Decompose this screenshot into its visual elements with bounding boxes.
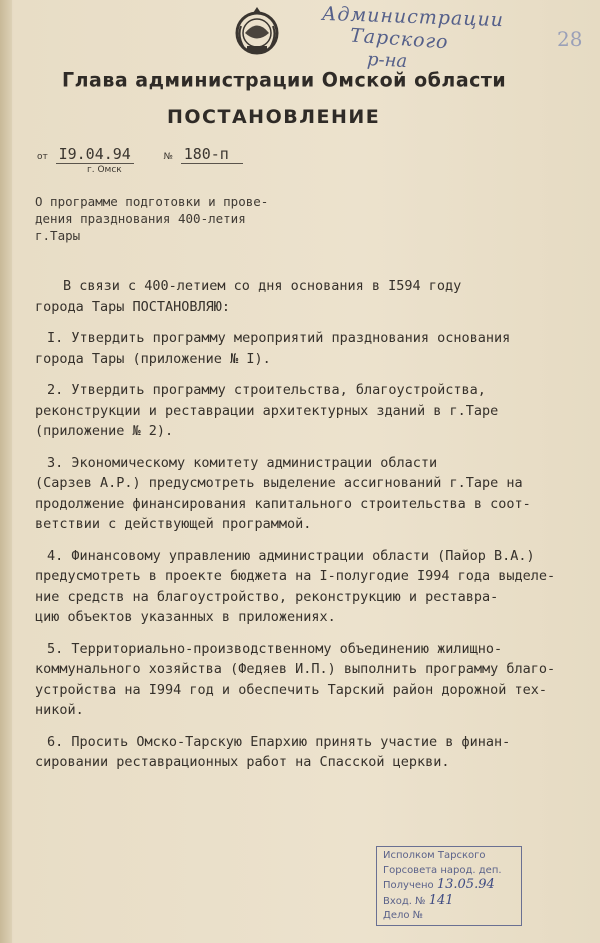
body-line: продолжение финансирования капитального строительства в соот- [35, 495, 531, 512]
body-paragraph [35, 546, 590, 628]
handwritten-note-line: Тарского [349, 24, 450, 54]
stamp-line: Горсовета народ. деп. [383, 864, 502, 876]
document-type: ПОСТАНОВЛЕНИЕ [167, 106, 381, 128]
body-line: (приложение № 2). [35, 423, 174, 439]
body-line: I. Утвердить программу мероприятий празднования основания [47, 330, 511, 346]
handwritten-note-line: р-на [366, 48, 408, 73]
stamp-line: Исполком Тарского [383, 850, 486, 861]
body-paragraph [35, 328, 590, 369]
subject-line: О программе подготовки и прове- [35, 194, 269, 209]
handwritten-note-line: Администрации [321, 2, 505, 32]
body-paragraph [35, 453, 590, 535]
issuer-title: Глава администрации Омской области [62, 68, 507, 92]
body-line: ние средств на благоустройство, реконструкцию и реставра- [35, 588, 499, 605]
document-body [35, 276, 590, 784]
body-line: 6. Просить Омско-Тарскую Епархию принять участие в финан- [47, 733, 511, 750]
document-subject [35, 193, 268, 244]
page-number: 28 [557, 27, 583, 51]
body-line: 2. Утвердить программу строительства, благоустройства, [47, 382, 486, 398]
stamp-received [383, 878, 521, 894]
body-line: никой. [35, 702, 84, 718]
body-line: ветствии с действующей программой. [35, 516, 312, 532]
subject-line: г.Тары [35, 228, 81, 243]
body-line: предусмотреть в проекте бюджета на I-полугодие I994 года выделе- [35, 568, 556, 584]
body-paragraph [35, 732, 590, 773]
registration-stamp [376, 846, 522, 926]
document-number: 180-п [181, 145, 243, 164]
state-emblem-icon [232, 4, 282, 58]
stamp-incoming-label: Вход. № [383, 895, 426, 907]
stamp-received-label: Получено [383, 880, 434, 891]
body-line: коммунального хозяйства (Федяев И.П.) выполнить программу благо- [35, 661, 556, 677]
stamp-file: Дело № [383, 910, 424, 921]
date-line [37, 145, 243, 163]
binding-margin [0, 0, 12, 943]
body-paragraph [35, 380, 590, 442]
body-line: цию объектов указанных в приложениях. [35, 609, 336, 625]
body-line: В связи с 400-летием со дня основания в I594 году [63, 278, 462, 294]
body-line: реконструкции и реставрации архитектурных зданий в г.Таре [35, 402, 499, 419]
stamp-received-date: 13.05.94 [436, 877, 495, 892]
body-line: сировании реставрационных работ на Спасской церкви. [35, 754, 450, 770]
from-label: от [37, 152, 48, 162]
document-date: I9.04.94 [56, 145, 134, 164]
document-city: г. Омск [87, 165, 122, 175]
body-line: города Тары (приложение № I). [35, 350, 271, 367]
body-line: города Тары ПОСТАНОВЛЯЮ: [35, 298, 231, 315]
stamp-incoming-number: 141 [428, 892, 454, 908]
body-line: 5. Территориально-производственному объединению жилищно- [47, 640, 503, 657]
stamp-incoming [383, 894, 521, 910]
body-line: 3. Экономическому комитету администрации области [47, 454, 438, 471]
body-paragraph [35, 639, 590, 721]
subject-line: дения празднования 400-летия [35, 211, 246, 226]
number-label: № [163, 152, 173, 162]
body-line: 4. Финансовому управлению администрации области (Пайор В.А.) [47, 547, 535, 564]
body-paragraph [35, 276, 590, 317]
body-line: (Сарзев А.Р.) предусмотреть выделение ассигнований г.Таре на [35, 475, 523, 491]
body-line: устройства на I994 год и обеспечить Тарский район дорожной тех- [35, 681, 548, 698]
